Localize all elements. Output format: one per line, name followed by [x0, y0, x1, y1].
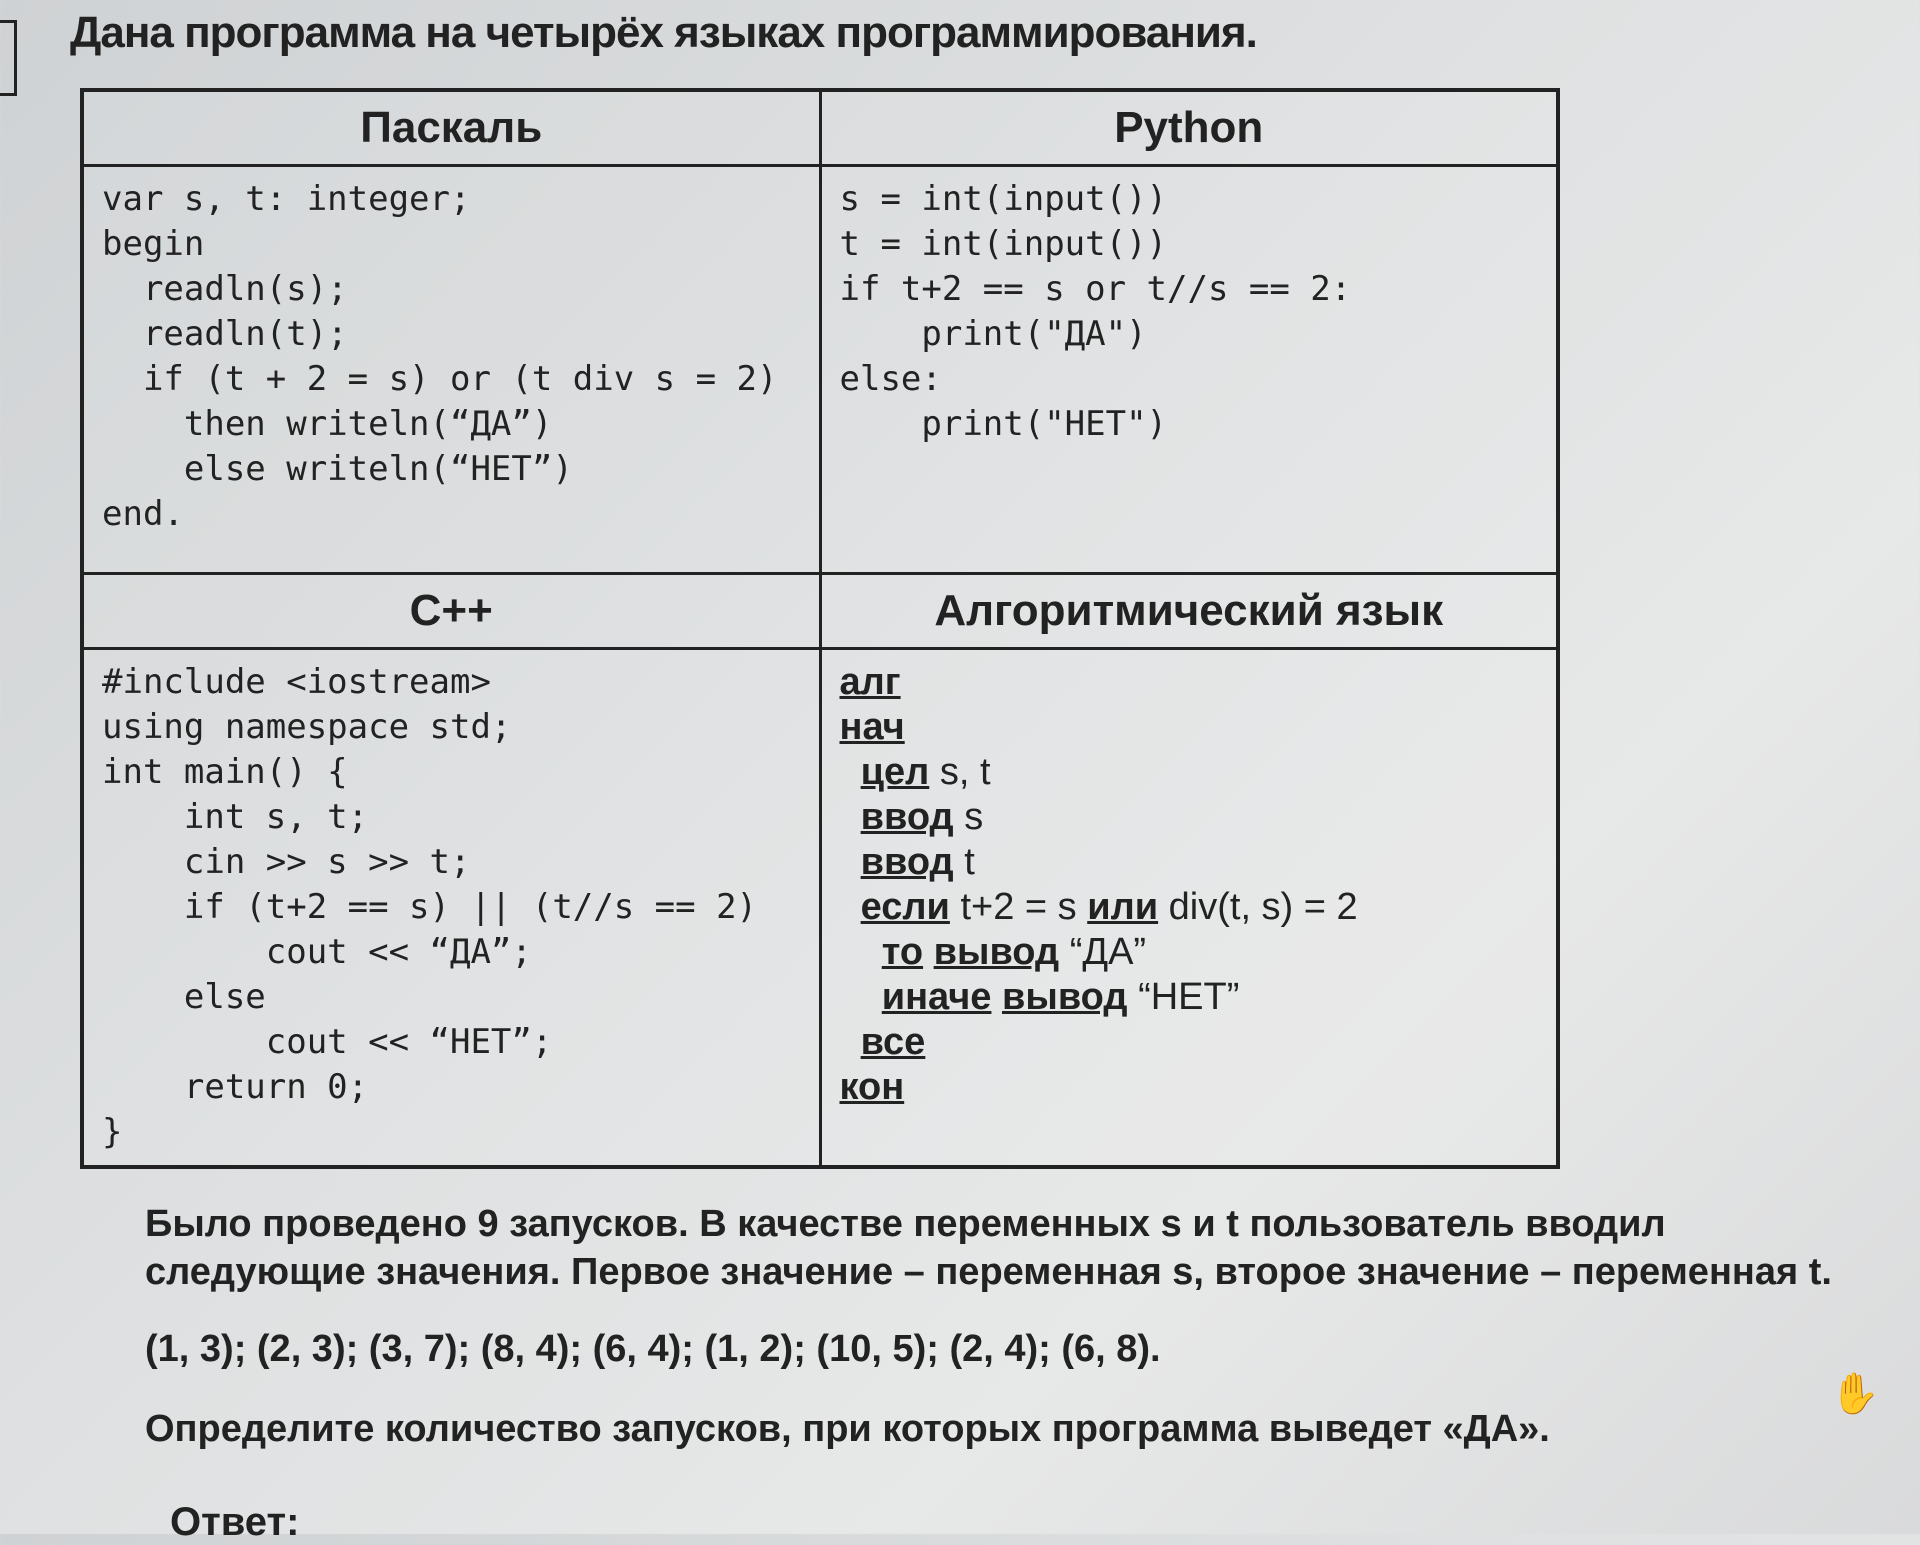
header-cpp: C++: [82, 574, 820, 649]
code-line: print("ДА"): [839, 314, 1147, 354]
keyword: алг: [839, 661, 901, 703]
code-line: [840, 840, 1539, 885]
code-text: s: [953, 796, 984, 838]
code-table: [80, 88, 1560, 1169]
code-line: t = int(input()): [839, 224, 1168, 264]
code-line: readln(t);: [102, 314, 348, 354]
runs-description: Было проведено 9 запусков. В качестве переменных s и t пользователь вводил следующие значения. Первое значение – переменная s, второе значение – переменная t.: [145, 1203, 1832, 1293]
code-line: using namespace std;: [102, 707, 512, 747]
code-line: begin: [102, 224, 205, 264]
code-line: }: [102, 1112, 123, 1152]
task-title: Дана программа на четырёх языках программирования.: [70, 8, 1257, 57]
input-pairs: (1, 3); (2, 3); (3, 7); (8, 4); (6, 4); (1, 2); (10, 5); (2, 4); (6, 8).: [145, 1328, 1161, 1370]
code-line: s = int(input()): [839, 179, 1168, 219]
keyword: вывод: [1002, 976, 1128, 1018]
code-line: [840, 795, 1539, 840]
keyword: вывод: [933, 931, 1060, 973]
code-line: return 0;: [102, 1067, 369, 1107]
code-line: else writeln(“НЕТ”): [102, 449, 573, 489]
code-line: else: [102, 977, 266, 1017]
keyword: нач: [839, 706, 905, 748]
code-line: readln(s);: [102, 269, 348, 309]
pascal-code: [82, 166, 820, 574]
header-alg: Алгоритмический язык: [820, 574, 1558, 649]
code-line: cout << “ДА”;: [102, 932, 532, 972]
code-line: cout << “НЕТ”;: [102, 1022, 553, 1062]
answer-label: Ответ:: [170, 1500, 300, 1544]
keyword: кон: [839, 1066, 905, 1108]
code-line: if (t + 2 = s) or (t div s = 2): [102, 359, 778, 399]
code-line: else:: [839, 359, 942, 399]
header-python: Python: [820, 90, 1558, 166]
code-text: “НЕТ”: [1127, 976, 1240, 1018]
code-text: t: [953, 841, 975, 883]
code-text: “ДА”: [1059, 931, 1147, 973]
keyword: если: [860, 886, 950, 928]
code-line: [840, 1020, 1539, 1065]
keyword: то: [881, 931, 924, 973]
question: Определите количество запусков, при которых программа выведет «ДА».: [145, 1408, 1550, 1450]
keyword: все: [860, 1021, 926, 1063]
keyword: ввод: [860, 841, 954, 883]
code-line: [840, 660, 1539, 705]
code-line: [840, 885, 1539, 930]
code-line: [840, 930, 1539, 975]
code-line: #include <iostream>: [102, 662, 491, 702]
code-line: var s, t: integer;: [102, 179, 471, 219]
cpp-code: [82, 649, 820, 1168]
code-line: [840, 1065, 1539, 1110]
code-line: cin >> s >> t;: [102, 842, 471, 882]
python-code: [820, 166, 1558, 574]
code-line: [840, 705, 1539, 750]
code-text: s, t: [929, 751, 991, 793]
header-pascal: Паскаль: [82, 90, 820, 166]
code-line: then writeln(“ДА”): [102, 404, 553, 444]
hand-cursor-icon: ✋: [1830, 1372, 1880, 1416]
alg-code: [820, 649, 1558, 1168]
code-text: t+2 = s: [949, 886, 1088, 928]
keyword: или: [1087, 886, 1159, 928]
keyword: цел: [860, 751, 930, 793]
code-line: end.: [102, 494, 184, 534]
code-line: int s, t;: [102, 797, 369, 837]
keyword: иначе: [881, 976, 992, 1018]
code-line: int main() {: [102, 752, 348, 792]
code-line: [840, 750, 1539, 795]
page-frame-mark: [0, 20, 17, 96]
code-line: print("НЕТ"): [839, 404, 1168, 444]
keyword: ввод: [860, 796, 954, 838]
code-line: [840, 975, 1539, 1020]
code-text: div(t, s) = 2: [1158, 886, 1358, 928]
code-line: if t+2 == s or t//s == 2:: [839, 269, 1352, 309]
code-line: if (t+2 == s) || (t//s == 2): [102, 887, 758, 927]
